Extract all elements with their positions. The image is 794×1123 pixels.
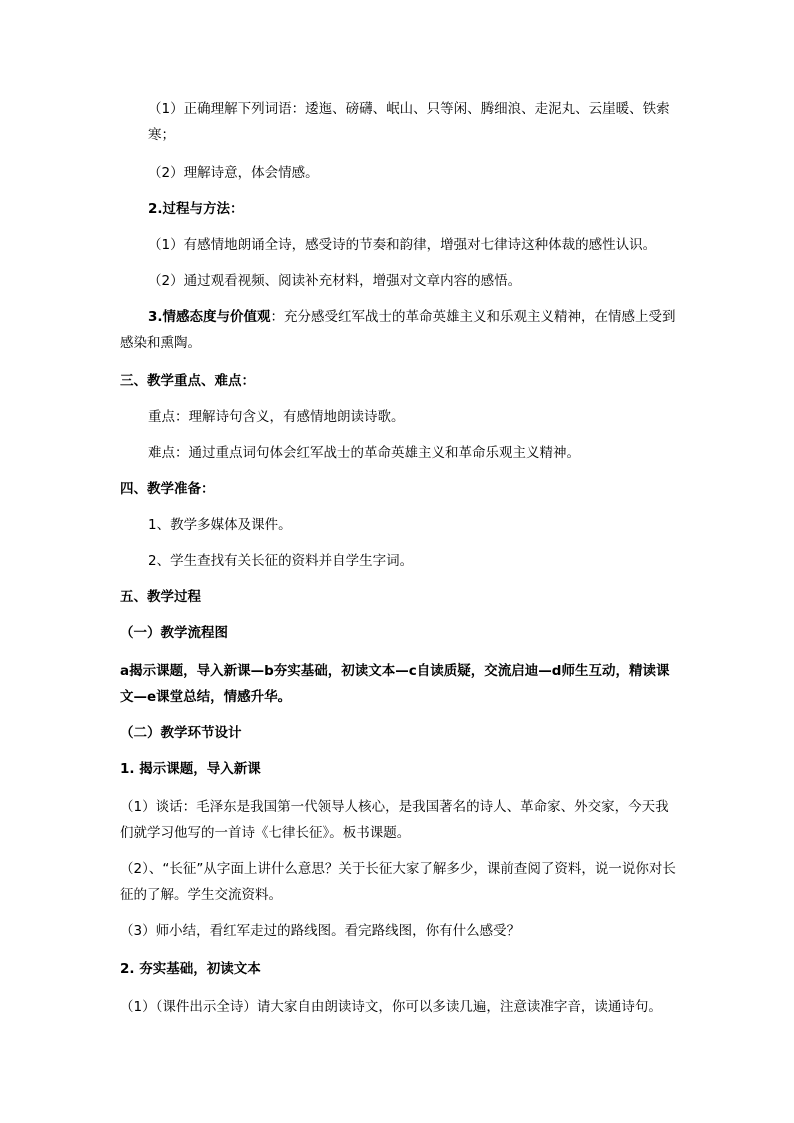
heading-step-2: 2. 夯实基础，初读文本 — [120, 961, 261, 977]
heading-key-points: 三、教学重点、难点： — [120, 373, 255, 389]
section-process-method: 2.过程与方法： — [148, 201, 244, 217]
difficult-point: 难点：通过重点词句体会红军战士的革命英雄主义和革命乐观主义精神。 — [148, 445, 580, 461]
flow-chart-text: a揭示课题，导入新课—b夯实基础，初读文本—c自读质疑，交流启迪—d师生互动，精读课文—e课堂总结，情感升华。 — [120, 663, 670, 705]
objective-1-2: （2）理解诗意，体会情感。 — [148, 165, 319, 181]
step-1-1: （1）谈话：毛泽东是我国第一代领导人核心，是我国著名的诗人、革命家、外交家，今天我们就学习他写的一首诗《七律长征》。板书课题。 — [120, 799, 669, 841]
step-2-1: （1）（课件出示全诗）请大家自由朗读诗文，你可以多读几遍，注意读准字音，读通诗句。 — [120, 999, 662, 1015]
preparation-2: 2、学生查找有关长征的资料并自学生字词。 — [148, 553, 414, 569]
objective-2-1: （1）有感情地朗诵全诗，感受诗的节奏和韵律，增强对七律诗这种体裁的感性认识。 — [148, 237, 657, 253]
objective-2-2: （2）通过观看视频、阅读补充材料，增强对文章内容的感悟。 — [148, 273, 522, 289]
key-point: 重点：理解诗句含义，有感情地朗读诗歌。 — [148, 409, 405, 425]
preparation-1: 1、教学多媒体及课件。 — [148, 517, 292, 533]
objective-1-1: （1）正确理解下列词语：逶迤、磅礴、岷山、只等闲、腾细浪、走泥丸、云崖暖、铁索寒； — [148, 101, 670, 143]
heading-segment-design: （二）教学环节设计 — [120, 725, 242, 741]
step-1-3: （3）师小结，看红军走过的路线图。看完路线图，你有什么感受？ — [120, 923, 521, 939]
objective-3: 3.情感态度与价值观：充分感受红军战士的革命英雄主义和乐观主义精神，在情感上受到感染和熏陶。 — [120, 309, 676, 351]
step-1-2: （2）、“长征”从字面上讲什么意思？关于长征大家了解多少，课前查阅了资料，说一说你对长征的了解。学生交流资料。 — [120, 861, 676, 903]
heading-teaching-process: 五、教学过程 — [120, 589, 201, 605]
heading-preparation: 四、教学准备： — [120, 481, 215, 497]
heading-step-1: 1. 揭示课题，导入新课 — [120, 761, 261, 777]
heading-flow-chart: （一）教学流程图 — [120, 625, 228, 641]
